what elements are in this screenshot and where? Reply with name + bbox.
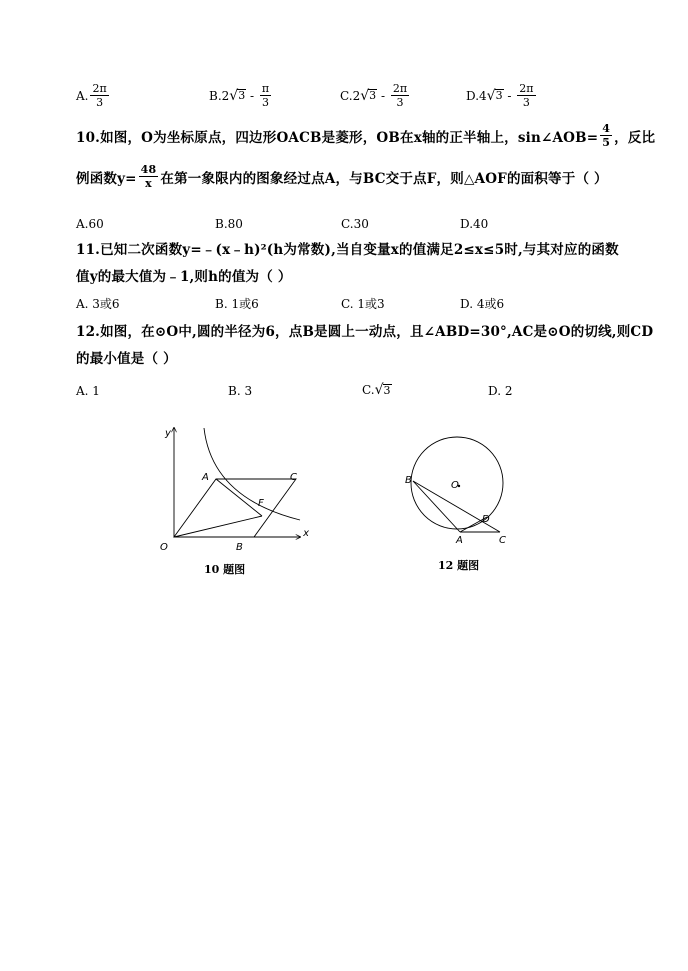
coefficient: 2 [221,88,230,103]
hyperbola-curve [204,428,300,520]
option-letter: C. [340,88,353,103]
q11-option-a: A. 3或6 [76,297,120,311]
option-letter: D. [466,88,480,103]
question-text: 在第一象限内的图象经过点A，与BC交于点F，则△AOF的面积等于（ ） [160,170,608,187]
q12-option-c [362,382,392,398]
numerator: 4 [602,122,611,135]
option-letter: B. [209,88,222,103]
q10-line-2 [76,163,608,190]
denominator: 3 [522,96,530,109]
numerator: π [261,82,270,95]
figure-10 [150,420,310,560]
label-a: A [202,472,209,483]
radicand: 3 [495,89,503,102]
q10-option-b: B.80 [215,217,243,231]
sqrt: √ 3 [374,382,391,398]
sqrt: √ 3 [486,87,503,104]
figure-12 [398,428,518,548]
operator: - [246,88,258,103]
q10-option-c: C.30 [341,217,369,231]
question-text: ，反比 [614,129,656,146]
q12-option-a: A. 1 [76,384,100,398]
numerator: 48 [140,163,157,176]
numerator: 2π [92,82,107,95]
label-x: x [303,528,309,539]
denominator: 3 [262,96,269,109]
fraction [139,163,159,190]
radicand: 3 [383,383,391,397]
q10-option-a: A.60 [76,217,104,231]
q11-line-1: 11.已知二次函数y=﹣(x﹣h)²(h为常数),当自变量x的值满足2≤x≤5时,与其对应的函数 [76,242,619,258]
q9-option-a [76,82,111,109]
q11-option-c: C. 1或3 [341,297,385,311]
q12-line-1: 12.如图，在⊙O中,圆的半径为6，点B是圆上一动点，且∠ABD=30°,AC是⊙O的切线,则CD [76,324,654,340]
denominator: 3 [396,96,404,109]
fraction [600,122,612,149]
q11-line-2: 值y的最大值为﹣1,则h的值为（ ） [76,269,292,285]
segment-af [216,479,262,516]
q12-line-2: 的最小值是（ ） [76,351,177,367]
q9-option-b [209,82,273,109]
label-b: B [236,542,243,553]
label-b: B [405,475,412,486]
q10-option-d: D.40 [460,217,489,231]
q9-option-c [340,82,411,109]
fraction [517,82,535,109]
question-text: 例函数y= [76,170,137,187]
radicand: 3 [238,89,246,102]
fraction [391,82,409,109]
fraction [260,82,271,109]
label-a: A [456,535,463,546]
denominator: 3 [96,96,104,109]
coefficient: 2 [352,88,361,103]
radicand: 3 [369,89,377,102]
q9-option-d [466,82,538,109]
rhombus-oacb [174,479,296,537]
question-text: 10.如图，O为坐标原点，四边形OACB是菱形，OB在x轴的正半轴上，sin∠AOB= [76,129,599,146]
label-d: D [482,514,490,525]
sqrt: √ 3 [360,87,377,104]
label-c: C [290,472,297,483]
numerator: 2π [392,82,408,95]
figure-12-caption: 12 题图 [438,559,480,572]
label-c: C [499,535,506,546]
denominator: 5 [602,136,611,149]
q11-option-b: B. 1或6 [215,297,259,311]
operator: - [503,88,516,103]
label-y: y [165,428,171,439]
fraction [90,82,108,109]
label-f: F [258,498,264,509]
label-o: O [451,480,459,491]
figure-10-caption: 10 题图 [204,563,246,576]
coefficient: 4 [479,88,487,103]
q12-option-b: B. 3 [228,384,253,398]
option-letter: C. [362,383,375,397]
numerator: 2π [519,82,534,95]
q11-option-d: D. 4或6 [460,297,505,311]
q10-line-1 [76,122,655,149]
option-letter: A. [76,88,89,103]
label-o: O [160,542,168,553]
sqrt: √ 3 [229,87,246,104]
denominator: x [145,177,152,190]
operator: - [377,88,389,103]
q12-option-d: D. 2 [488,384,513,398]
